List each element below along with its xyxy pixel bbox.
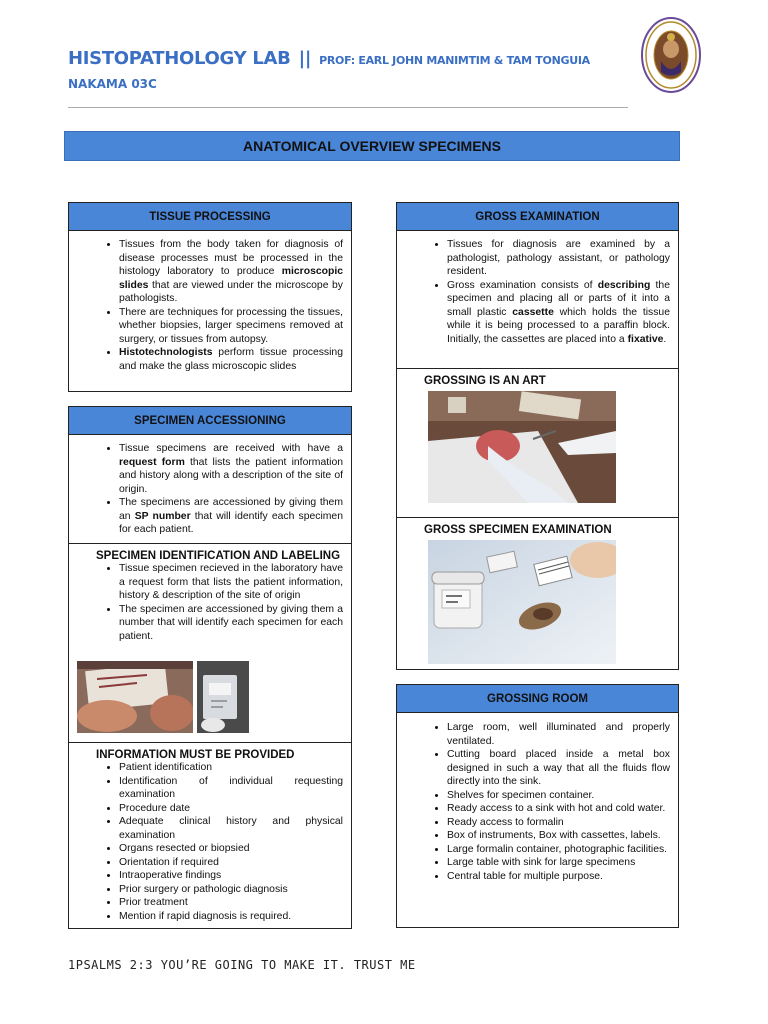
- list-item: • There are techniques for processing the tissues, whether biopsies, larger specimens removed at surgery, or tissues from autopsy.: [119, 306, 351, 347]
- gross-specimen-heading: GROSS SPECIMEN EXAMINATION: [424, 524, 612, 536]
- list-item: • Prior treatment: [119, 896, 351, 910]
- header-divider: [68, 107, 628, 108]
- information-list: [69, 761, 351, 923]
- university-seal-logo: [641, 17, 701, 93]
- list-item: • Shelves for specimen container.: [447, 789, 678, 803]
- list-item: • Mention if rapid diagnosis is required.: [119, 910, 351, 924]
- list-item: • Organs resected or biopsied: [119, 842, 351, 856]
- grossing-room-box: [396, 684, 679, 928]
- title-separator: ||: [298, 48, 312, 69]
- list-item: • Cutting board placed inside a metal box designed in such a way that all the fluids flow directly into the sink.: [447, 748, 678, 789]
- gross-examination-box: [396, 202, 679, 670]
- list-item: • Tissue specimen recieved in the laboratory have a request form that lists the patient information, history & description of the site of origin: [119, 562, 351, 603]
- information-section: [69, 742, 351, 923]
- footer: [68, 958, 416, 972]
- tissue-processing-list: [69, 238, 351, 373]
- list-item: • Tissues from the body taken for diagnosis of disease processes must be processed in the histology laboratory to produce microscopic slides that are viewed under the microscope by pathologists.: [119, 238, 351, 306]
- list-item: • Large formalin container, photographic facilities.: [447, 843, 678, 857]
- identification-section: [69, 543, 351, 742]
- specimen-accessioning-heading: SPECIMEN ACCESSIONING: [69, 407, 351, 435]
- list-item: • Intraoperative findings: [119, 869, 351, 883]
- gross-examination-heading: GROSS EXAMINATION: [397, 203, 678, 231]
- grossing-photo-image: [428, 391, 616, 503]
- grossing-art-heading: GROSSING IS AN ART: [424, 375, 546, 387]
- group-name: NAKAMA 03C: [68, 77, 157, 91]
- gross-examination-list: [397, 238, 678, 346]
- accessioning-section: [69, 435, 351, 543]
- professor-names: PROF: EARL JOHN MANIMTIM & TAM TONGUIA: [319, 54, 590, 67]
- page-number: 1: [68, 958, 76, 972]
- accessioning-list: [69, 442, 351, 537]
- list-item: • Ready access to formalin: [447, 816, 678, 830]
- label-photo-image: [77, 661, 193, 733]
- list-item: • Identification of individual requesting examination: [119, 775, 351, 802]
- list-item: • The specimen are accessioned by giving them a number that will identify each specimen for each patient.: [119, 603, 351, 644]
- grossing-room-heading: GROSSING ROOM: [397, 685, 678, 713]
- list-item: • Patient identification: [119, 761, 351, 775]
- specimen-bag-photo-image: [197, 661, 249, 733]
- list-item: • Large table with sink for large specimens: [447, 856, 678, 870]
- list-item: • Adequate clinical history and physical examination: [119, 815, 351, 842]
- list-item: • Histotechnologists perform tissue processing and make the glass microscopic slides: [119, 346, 351, 373]
- gross-specimen-section: [397, 517, 678, 672]
- list-item: • Box of instruments, Box with cassettes, labels.: [447, 829, 678, 843]
- grossing-art-section: [397, 368, 678, 517]
- list-item: • Tissue specimens are received with have a request form that lists the patient information and history along with a description of the site of origin.: [119, 442, 351, 496]
- gross-examination-section: [397, 231, 678, 368]
- information-heading: INFORMATION MUST BE PROVIDED: [96, 749, 295, 761]
- specimen-accessioning-box: [68, 406, 352, 929]
- tissue-processing-box: [68, 202, 352, 392]
- list-item: • Central table for multiple purpose.: [447, 870, 678, 884]
- list-item: • Orientation if required: [119, 856, 351, 870]
- list-item: • Large room, well illuminated and properly ventilated.: [447, 721, 678, 748]
- identification-heading: SPECIMEN IDENTIFICATION AND LABELING: [96, 550, 341, 562]
- list-item: • Procedure date: [119, 802, 351, 816]
- list-item: • Gross examination consists of describing the specimen and placing all or parts of it into a small plastic cassette which holds the tissue while it is being processed to a paraffin block. Initially, the cassettes are placed into a fixative.: [447, 279, 678, 347]
- gross-specimen-photo-image: [428, 540, 616, 664]
- list-item: • Prior surgery or pathologic diagnosis: [119, 883, 351, 897]
- lab-name: HISTOPATHOLOGY LAB: [68, 48, 291, 69]
- list-item: • The specimens are accessioned by giving them an SP number that will identify each specimen for each patient.: [119, 496, 351, 537]
- tissue-processing-heading: TISSUE PROCESSING: [69, 203, 351, 231]
- grossing-room-list: [397, 721, 678, 883]
- footer-quote: PSALMS 2:3 YOU’RE GOING TO MAKE IT. TRUST ME: [75, 958, 416, 972]
- identification-list: [69, 562, 351, 643]
- main-title-banner: ANATOMICAL OVERVIEW SPECIMENS: [64, 131, 680, 161]
- lab-title: [68, 48, 590, 69]
- list-item: • Tissues for diagnosis are examined by a pathologist, pathology assistant, or pathology resident.: [447, 238, 678, 279]
- list-item: • Ready access to a sink with hot and cold water.: [447, 802, 678, 816]
